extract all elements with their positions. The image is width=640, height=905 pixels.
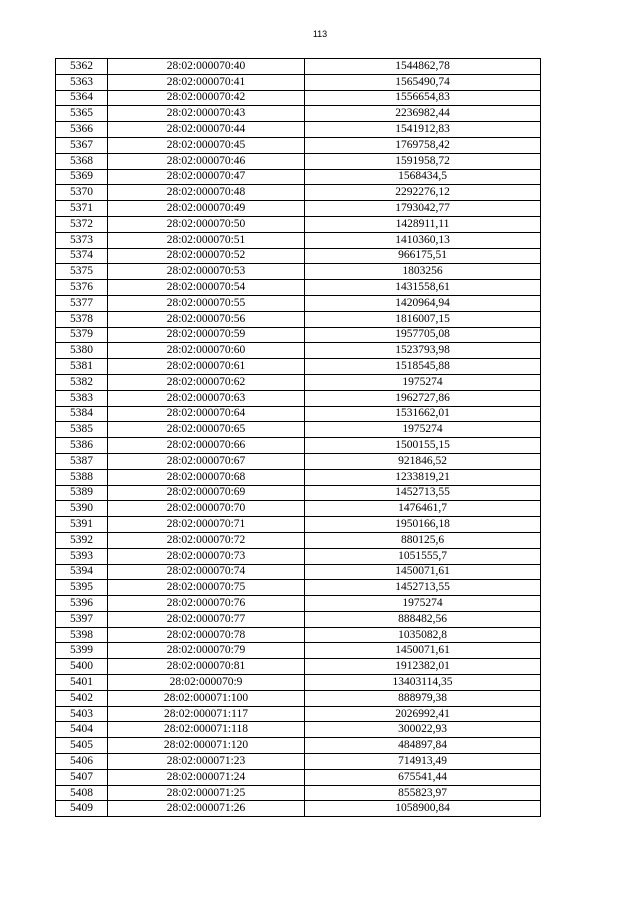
cadastral-value-cell: 1450071,61 — [305, 564, 541, 580]
cadastral-value-cell: 1428911,11 — [305, 216, 541, 232]
row-number-cell: 5399 — [56, 643, 108, 659]
cadastral-number-cell: 28:02:000070:78 — [108, 627, 305, 643]
cadastral-value-cell: 1975274 — [305, 422, 541, 438]
cadastral-value-cell: 1523793,98 — [305, 343, 541, 359]
cadastral-number-cell: 28:02:000070:54 — [108, 280, 305, 296]
row-number-cell: 5368 — [56, 153, 108, 169]
cadastral-value-cell: 880125,6 — [305, 532, 541, 548]
cadastral-number-cell: 28:02:000070:45 — [108, 137, 305, 153]
cadastral-number-cell: 28:02:000070:52 — [108, 248, 305, 264]
row-number-cell: 5400 — [56, 659, 108, 675]
cadastral-value-cell: 1568434,5 — [305, 169, 541, 185]
table-row — [56, 596, 541, 612]
row-number-cell: 5384 — [56, 406, 108, 422]
row-number-cell: 5388 — [56, 469, 108, 485]
cadastral-number-cell: 28:02:000070:77 — [108, 611, 305, 627]
cadastral-number-cell: 28:02:000070:40 — [108, 59, 305, 75]
cadastral-value-cell: 1816007,15 — [305, 311, 541, 327]
row-number-cell: 5370 — [56, 185, 108, 201]
table-row — [56, 359, 541, 375]
row-number-cell: 5390 — [56, 501, 108, 517]
cadastral-value-cell: 1541912,83 — [305, 122, 541, 138]
row-number-cell: 5382 — [56, 374, 108, 390]
cadastral-number-cell: 28:02:000070:42 — [108, 90, 305, 106]
table-body — [56, 59, 541, 817]
row-number-cell: 5371 — [56, 201, 108, 217]
cadastral-number-cell: 28:02:000070:71 — [108, 517, 305, 533]
cadastral-number-cell: 28:02:000070:49 — [108, 201, 305, 217]
table-row — [56, 501, 541, 517]
cadastral-number-cell: 28:02:000070:79 — [108, 643, 305, 659]
row-number-cell: 5387 — [56, 453, 108, 469]
row-number-cell: 5397 — [56, 611, 108, 627]
cadastral-number-cell: 28:02:000071:117 — [108, 706, 305, 722]
cadastral-value-cell: 1476461,7 — [305, 501, 541, 517]
cadastral-value-cell: 1420964,94 — [305, 295, 541, 311]
cadastral-number-cell: 28:02:000070:50 — [108, 216, 305, 232]
cadastral-value-cell: 1051555,7 — [305, 548, 541, 564]
table-row — [56, 74, 541, 90]
cadastral-value-cell: 1912382,01 — [305, 659, 541, 675]
cadastral-number-cell: 28:02:000070:56 — [108, 311, 305, 327]
table-row — [56, 706, 541, 722]
table-row — [56, 643, 541, 659]
table-row — [56, 485, 541, 501]
cadastral-value-cell: 1035082,8 — [305, 627, 541, 643]
table-row — [56, 627, 541, 643]
cadastral-number-cell: 28:02:000070:60 — [108, 343, 305, 359]
cadastral-number-cell: 28:02:000071:120 — [108, 738, 305, 754]
table-row — [56, 106, 541, 122]
table-row — [56, 169, 541, 185]
row-number-cell: 5366 — [56, 122, 108, 138]
table-row — [56, 216, 541, 232]
row-number-cell: 5364 — [56, 90, 108, 106]
row-number-cell: 5362 — [56, 59, 108, 75]
row-number-cell: 5396 — [56, 596, 108, 612]
cadastral-number-cell: 28:02:000070:53 — [108, 264, 305, 280]
cadastral-value-cell: 1233819,21 — [305, 469, 541, 485]
row-number-cell: 5381 — [56, 359, 108, 375]
page-number: 113 — [312, 29, 328, 39]
table-row — [56, 295, 541, 311]
table-row — [56, 754, 541, 770]
table-row — [56, 390, 541, 406]
row-number-cell: 5385 — [56, 422, 108, 438]
cadastral-value-cell: 1410360,13 — [305, 232, 541, 248]
table-row — [56, 469, 541, 485]
table-row — [56, 785, 541, 801]
row-number-cell: 5405 — [56, 738, 108, 754]
cadastral-value-cell: 1450071,61 — [305, 643, 541, 659]
cadastral-value-cell: 855823,97 — [305, 785, 541, 801]
cadastral-number-cell: 28:02:000071:100 — [108, 690, 305, 706]
row-number-cell: 5392 — [56, 532, 108, 548]
table-row — [56, 185, 541, 201]
cadastral-number-cell: 28:02:000070:68 — [108, 469, 305, 485]
table-row — [56, 327, 541, 343]
row-number-cell: 5402 — [56, 690, 108, 706]
row-number-cell: 5409 — [56, 801, 108, 817]
cadastral-value-cell: 2292276,12 — [305, 185, 541, 201]
table-row — [56, 690, 541, 706]
table-row — [56, 438, 541, 454]
cadastral-number-cell: 28:02:000071:23 — [108, 754, 305, 770]
table-row — [56, 453, 541, 469]
cadastral-value-cell: 13403114,35 — [305, 675, 541, 691]
cadastral-number-cell: 28:02:000070:65 — [108, 422, 305, 438]
cadastral-value-cell: 1803256 — [305, 264, 541, 280]
cadastral-number-cell: 28:02:000070:9 — [108, 675, 305, 691]
cadastral-value-cell: 1962727,86 — [305, 390, 541, 406]
row-number-cell: 5374 — [56, 248, 108, 264]
cadastral-value-cell: 1500155,15 — [305, 438, 541, 454]
table-row — [56, 248, 541, 264]
cadastral-value-table — [55, 58, 541, 817]
cadastral-number-cell: 28:02:000070:72 — [108, 532, 305, 548]
row-number-cell: 5378 — [56, 311, 108, 327]
row-number-cell: 5398 — [56, 627, 108, 643]
row-number-cell: 5408 — [56, 785, 108, 801]
cadastral-number-cell: 28:02:000070:63 — [108, 390, 305, 406]
cadastral-value-cell: 1431558,61 — [305, 280, 541, 296]
cadastral-number-cell: 28:02:000070:41 — [108, 74, 305, 90]
table-row — [56, 137, 541, 153]
row-number-cell: 5367 — [56, 137, 108, 153]
cadastral-value-cell: 484897,84 — [305, 738, 541, 754]
cadastral-value-cell: 1975274 — [305, 374, 541, 390]
cadastral-value-cell: 1531662,01 — [305, 406, 541, 422]
row-number-cell: 5407 — [56, 769, 108, 785]
row-number-cell: 5380 — [56, 343, 108, 359]
cadastral-value-cell: 1793042,77 — [305, 201, 541, 217]
cadastral-value-cell: 1591958,72 — [305, 153, 541, 169]
cadastral-number-cell: 28:02:000071:24 — [108, 769, 305, 785]
row-number-cell: 5373 — [56, 232, 108, 248]
table-row — [56, 611, 541, 627]
table-row — [56, 769, 541, 785]
cadastral-number-cell: 28:02:000070:43 — [108, 106, 305, 122]
table-row — [56, 90, 541, 106]
cadastral-number-cell: 28:02:000071:26 — [108, 801, 305, 817]
cadastral-number-cell: 28:02:000070:76 — [108, 596, 305, 612]
table-row — [56, 548, 541, 564]
cadastral-number-cell: 28:02:000070:61 — [108, 359, 305, 375]
row-number-cell: 5377 — [56, 295, 108, 311]
cadastral-value-cell: 1565490,74 — [305, 74, 541, 90]
cadastral-value-cell: 2026992,41 — [305, 706, 541, 722]
cadastral-value-cell: 1950166,18 — [305, 517, 541, 533]
row-number-cell: 5389 — [56, 485, 108, 501]
cadastral-value-cell: 1452713,55 — [305, 485, 541, 501]
row-number-cell: 5369 — [56, 169, 108, 185]
cadastral-value-cell: 675541,44 — [305, 769, 541, 785]
row-number-cell: 5372 — [56, 216, 108, 232]
cadastral-number-cell: 28:02:000070:55 — [108, 295, 305, 311]
table-row — [56, 280, 541, 296]
row-number-cell: 5386 — [56, 438, 108, 454]
cadastral-number-cell: 28:02:000070:70 — [108, 501, 305, 517]
cadastral-value-cell: 2236982,44 — [305, 106, 541, 122]
cadastral-value-cell: 1975274 — [305, 596, 541, 612]
row-number-cell: 5404 — [56, 722, 108, 738]
table-row — [56, 659, 541, 675]
cadastral-value-cell: 1058900,84 — [305, 801, 541, 817]
cadastral-number-cell: 28:02:000070:69 — [108, 485, 305, 501]
table-row — [56, 564, 541, 580]
table-row — [56, 675, 541, 691]
cadastral-number-cell: 28:02:000070:47 — [108, 169, 305, 185]
cadastral-number-cell: 28:02:000071:118 — [108, 722, 305, 738]
row-number-cell: 5391 — [56, 517, 108, 533]
table-row — [56, 153, 541, 169]
cadastral-value-cell: 1957705,08 — [305, 327, 541, 343]
cadastral-number-cell: 28:02:000070:67 — [108, 453, 305, 469]
table-row — [56, 374, 541, 390]
table-row — [56, 580, 541, 596]
row-number-cell: 5403 — [56, 706, 108, 722]
table-row — [56, 201, 541, 217]
cadastral-value-cell: 966175,51 — [305, 248, 541, 264]
row-number-cell: 5401 — [56, 675, 108, 691]
table-row — [56, 738, 541, 754]
cadastral-number-cell: 28:02:000070:75 — [108, 580, 305, 596]
row-number-cell: 5379 — [56, 327, 108, 343]
table-row — [56, 532, 541, 548]
cadastral-number-cell: 28:02:000070:59 — [108, 327, 305, 343]
table-row — [56, 343, 541, 359]
row-number-cell: 5376 — [56, 280, 108, 296]
cadastral-number-cell: 28:02:000070:81 — [108, 659, 305, 675]
cadastral-number-cell: 28:02:000070:51 — [108, 232, 305, 248]
table-row — [56, 406, 541, 422]
row-number-cell: 5375 — [56, 264, 108, 280]
cadastral-value-cell: 921846,52 — [305, 453, 541, 469]
cadastral-value-cell: 714913,49 — [305, 754, 541, 770]
cadastral-number-cell: 28:02:000070:74 — [108, 564, 305, 580]
cadastral-number-cell: 28:02:000070:66 — [108, 438, 305, 454]
cadastral-number-cell: 28:02:000070:44 — [108, 122, 305, 138]
table-row — [56, 801, 541, 817]
cadastral-value-cell: 888979,38 — [305, 690, 541, 706]
row-number-cell: 5394 — [56, 564, 108, 580]
cadastral-value-cell: 1452713,55 — [305, 580, 541, 596]
row-number-cell: 5383 — [56, 390, 108, 406]
table-row — [56, 517, 541, 533]
cadastral-value-cell: 888482,56 — [305, 611, 541, 627]
cadastral-value-cell: 1544862,78 — [305, 59, 541, 75]
cadastral-number-cell: 28:02:000070:46 — [108, 153, 305, 169]
table-row — [56, 722, 541, 738]
cadastral-number-cell: 28:02:000070:48 — [108, 185, 305, 201]
cadastral-number-cell: 28:02:000070:62 — [108, 374, 305, 390]
row-number-cell: 5365 — [56, 106, 108, 122]
table-row — [56, 232, 541, 248]
row-number-cell: 5395 — [56, 580, 108, 596]
cadastral-value-cell: 300022,93 — [305, 722, 541, 738]
cadastral-number-cell: 28:02:000070:73 — [108, 548, 305, 564]
table-row — [56, 59, 541, 75]
cadastral-value-cell: 1556654,83 — [305, 90, 541, 106]
row-number-cell: 5393 — [56, 548, 108, 564]
cadastral-number-cell: 28:02:000071:25 — [108, 785, 305, 801]
table-row — [56, 422, 541, 438]
row-number-cell: 5406 — [56, 754, 108, 770]
cadastral-number-cell: 28:02:000070:64 — [108, 406, 305, 422]
cadastral-value-cell: 1518545,88 — [305, 359, 541, 375]
table-row — [56, 311, 541, 327]
cadastral-value-cell: 1769758,42 — [305, 137, 541, 153]
row-number-cell: 5363 — [56, 74, 108, 90]
table-row — [56, 122, 541, 138]
table-row — [56, 264, 541, 280]
